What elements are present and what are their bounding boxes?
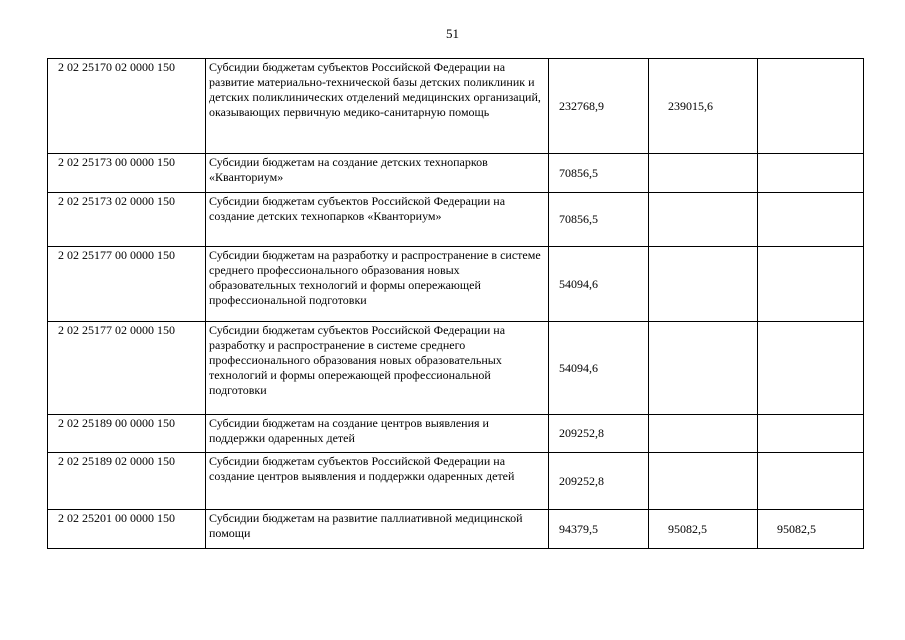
- description-cell: Субсидии бюджетам субъектов Российской Федерации на создание детских технопарков «Кванториум»: [206, 193, 549, 247]
- page-number: 51: [446, 26, 459, 41]
- description-cell: Субсидии бюджетам субъектов Российской Федерации на развитие материально-технической базы детских поликлиник и детских поликлинических отделений медицинских организаций, оказывающих первичную медико-санитарную помощь: [206, 59, 549, 154]
- value-year3-cell: [758, 453, 864, 510]
- value-year2-cell: [649, 247, 758, 322]
- value-year2-cell: [649, 415, 758, 453]
- table-row: [48, 415, 864, 453]
- value-year2-cell: [649, 154, 758, 193]
- value-year3-cell: 95082,5: [758, 510, 864, 549]
- value-year1-cell: 232768,9: [549, 59, 649, 154]
- value-year2-cell: 95082,5: [649, 510, 758, 549]
- budget-code-cell: 2 02 25177 02 0000 150: [48, 322, 206, 415]
- table-row: [48, 59, 864, 154]
- table-row: [48, 193, 864, 247]
- value-year3-cell: [758, 415, 864, 453]
- value-year1-cell: 94379,5: [549, 510, 649, 549]
- value-year3-cell: [758, 247, 864, 322]
- table-row: [48, 322, 864, 415]
- value-year1-cell: 70856,5: [549, 154, 649, 193]
- value-year2-cell: 239015,6: [649, 59, 758, 154]
- budget-code-cell: 2 02 25173 02 0000 150: [48, 193, 206, 247]
- table-row: [48, 453, 864, 510]
- table-row: [48, 247, 864, 322]
- value-year2-cell: [649, 322, 758, 415]
- budget-code-cell: 2 02 25189 00 0000 150: [48, 415, 206, 453]
- budget-code-cell: 2 02 25173 00 0000 150: [48, 154, 206, 193]
- budget-table: [47, 58, 864, 549]
- value-year1-cell: 54094,6: [549, 322, 649, 415]
- value-year2-cell: [649, 453, 758, 510]
- table-row: [48, 154, 864, 193]
- description-cell: Субсидии бюджетам на создание детских технопарков «Кванториум»: [206, 154, 549, 193]
- description-cell: Субсидии бюджетам на разработку и распространение в системе среднего профессионального образования новых образовательных технологий и формы опережающей профессиональной подготовки: [206, 247, 549, 322]
- value-year2-cell: [649, 193, 758, 247]
- value-year3-cell: [758, 322, 864, 415]
- description-cell: Субсидии бюджетам на развитие паллиативной медицинской помощи: [206, 510, 549, 549]
- value-year1-cell: 209252,8: [549, 415, 649, 453]
- budget-code-cell: 2 02 25201 00 0000 150: [48, 510, 206, 549]
- value-year3-cell: [758, 154, 864, 193]
- value-year1-cell: 209252,8: [549, 453, 649, 510]
- table-row: [48, 510, 864, 549]
- budget-code-cell: 2 02 25189 02 0000 150: [48, 453, 206, 510]
- value-year1-cell: 54094,6: [549, 247, 649, 322]
- value-year3-cell: [758, 193, 864, 247]
- value-year1-cell: 70856,5: [549, 193, 649, 247]
- budget-code-cell: 2 02 25177 00 0000 150: [48, 247, 206, 322]
- description-cell: Субсидии бюджетам на создание центров выявления и поддержки одаренных детей: [206, 415, 549, 453]
- description-cell: Субсидии бюджетам субъектов Российской Федерации на создание центров выявления и поддержки одаренных детей: [206, 453, 549, 510]
- budget-code-cell: 2 02 25170 02 0000 150: [48, 59, 206, 154]
- description-cell: Субсидии бюджетам субъектов Российской Федерации на разработку и распространение в системе среднего профессионального образования новых образовательных технологий и формы опережающей профессиональной подготовки: [206, 322, 549, 415]
- value-year3-cell: [758, 59, 864, 154]
